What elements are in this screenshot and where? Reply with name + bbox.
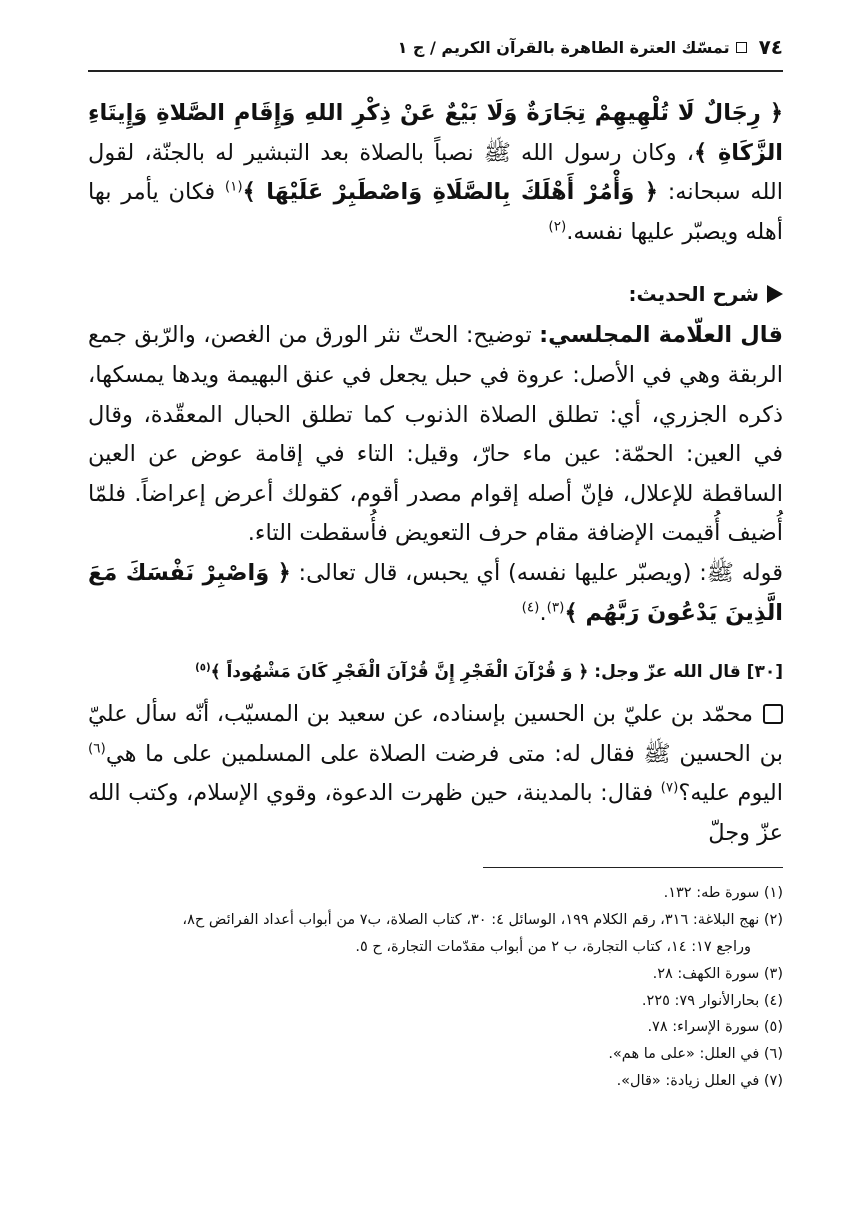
paragraph-1-text-1: ، وكان رسول الله ﷺ نصباً بالصلاة بعد التبشير له بالجنّة، لقول الله سبحانه: (88, 139, 783, 206)
footnote-4: (٤) بحارالأنوار ٧٩: ٢٢٥. (641, 992, 783, 1009)
quran-verse-1: ﴿ رِجَالٌ لَا تُلْهِيهِمْ تِجَارَةٌ وَلَا بَيْعٌ عَنْ ذِكْرِ اللهِ وَإِقَامِ الصَّلاةِ وَإِيتَاءِ الزَّكَاةِ ﴾ (88, 100, 783, 166)
footnote-ref-6: (٦) (88, 740, 106, 757)
paragraph-2 (88, 316, 783, 554)
footnote-ref-4: (٤) (521, 599, 540, 616)
footnotes (88, 880, 783, 1095)
quran-verse-3: ﴿ وَاصْبِرْ نَفْسَكَ مَعَ الَّذِينَ يَدْعُونَ رَبَّهُم ﴾ (88, 559, 783, 626)
paragraph-4 (88, 695, 783, 853)
footnote-ref-5: (٥) (195, 662, 211, 674)
section-title: شرح الحديث: (628, 282, 759, 307)
section-heading (88, 282, 783, 306)
paragraph-1-text-2: فكان يأمر بها أهله ويصبّر عليها نفسه. (88, 179, 783, 245)
paragraph-4-text-3: فقال: بالمدينة، حين ظهرت الدعوة، وقوي الإسلام، وكتب الله عزّ وجلّ (88, 780, 783, 846)
square-ornament-icon (736, 42, 747, 53)
footnote-5: (٥) سورة الإسراء: ٧٨. (647, 1019, 783, 1036)
footnote-6: (٦) في العلل: «على ما هم». (608, 1046, 783, 1063)
page (88, 30, 783, 1095)
hadith-intro: قال الله عزّ وجل: (588, 662, 741, 683)
paragraph-4-text-2: اليوم عليه؟ (678, 780, 783, 807)
paragraph-3: قوله ﷺ: (ويصبّر عليها نفسه) أي يحبس، قال تعالى: ﴿ وَاصْبِرْ نَفْسَكَ مَعَ الَّذِينَ يَدْعُونَ رَبَّهُم ﴾$^{(٣)}$.$^{(٤)}$ (88, 559, 783, 626)
hadith-heading (88, 661, 783, 685)
quran-verse-2: ﴿ وَأْمُرْ أَهْلَكَ بِالصَّلَاةِ وَاصْطَبِرْ عَلَيْهَا ﴾ (242, 179, 658, 206)
header-rule (88, 70, 783, 72)
footnote-ref-2: (٢) (548, 218, 567, 235)
footnote-2: (٢) نهج البلاغة: ٣١٦، رقم الكلام ١٩٩، الوسائل ٤: ٣٠، كتاب الصلاة، ب٧ من أبواب أعداد الفرائض ح٨، (182, 912, 783, 929)
quran-verse-4: ﴿ وَ قُرْآنَ الْفَجْرِ إِنَّ قُرْآنَ الْفَجْرِ كَانَ مَشْهُوداً ﴾ (210, 662, 589, 683)
running-header (88, 30, 783, 64)
paragraph-1 (88, 94, 783, 252)
footnote-7: (٧) في العلل زيادة: «قال». (616, 1072, 783, 1089)
paragraph-2-text: توضيح: الحتّ نثر الورق من الغصن، والرّبق جمع الربقة وهي في الأصل: عروة في حبل يجعل في عنق البهيمة ويدها يمسكها، ذكره الجزري، أي: تطلق الصلاة الذنوب كما تطلق الحبال المعقّدة، وقال في العين: الحمّة: عين ماء حارّ، وقيل: التاء في إقامة عوض عن العين الساقطة للإعلال، فإنّ أصله إقوام مصدر أقوم، كقولك أعرض إعراضاً. فلمّا أُضيف أُقيمت الإضافة مقام حرف التعويض فأُسقطت التاء. (88, 322, 783, 547)
paragraph-4-text-1: محمّد بن عليّ بن الحسين بإسناده، عن سعيد بن المسيّب، أنّه سأل عليّ بن الحسين ﷺ فقال له: متى فرضت الصلاة على المسلمين على ما هي (88, 700, 783, 767)
footnote-3: (٣) سورة الكهف: ٢٨. (652, 965, 783, 982)
footnote-rule (483, 867, 783, 868)
square-marker-icon (763, 704, 783, 724)
footnote-1: (١) سورة طه: ١٣٢. (663, 885, 783, 902)
footnote-ref-3: (٣) (546, 599, 565, 616)
paragraph-2-lead: قال العلّامة المجلسي: (539, 322, 783, 349)
footnote-ref-7: (٧) (660, 779, 679, 796)
page-number: ٧٤ (758, 35, 783, 59)
paragraph-3-text: قوله ﷺ: (ويصبّر عليها نفسه) أي يحبس، قال تعالى: (290, 559, 783, 586)
hadith-number: [٣٠] (746, 662, 783, 683)
running-title: تمسّك العترة الطاهرة بالقرآن الكريم / ج ١ (397, 37, 730, 57)
footnote-ref-1: (١) (224, 178, 243, 195)
footnote-2-continuation: وراجع ١٧: ١٤، كتاب التجارة، ب ٢ من أبواب مقدّمات التجارة، ح ٥. (355, 938, 751, 955)
triangle-bullet-icon (767, 285, 783, 303)
